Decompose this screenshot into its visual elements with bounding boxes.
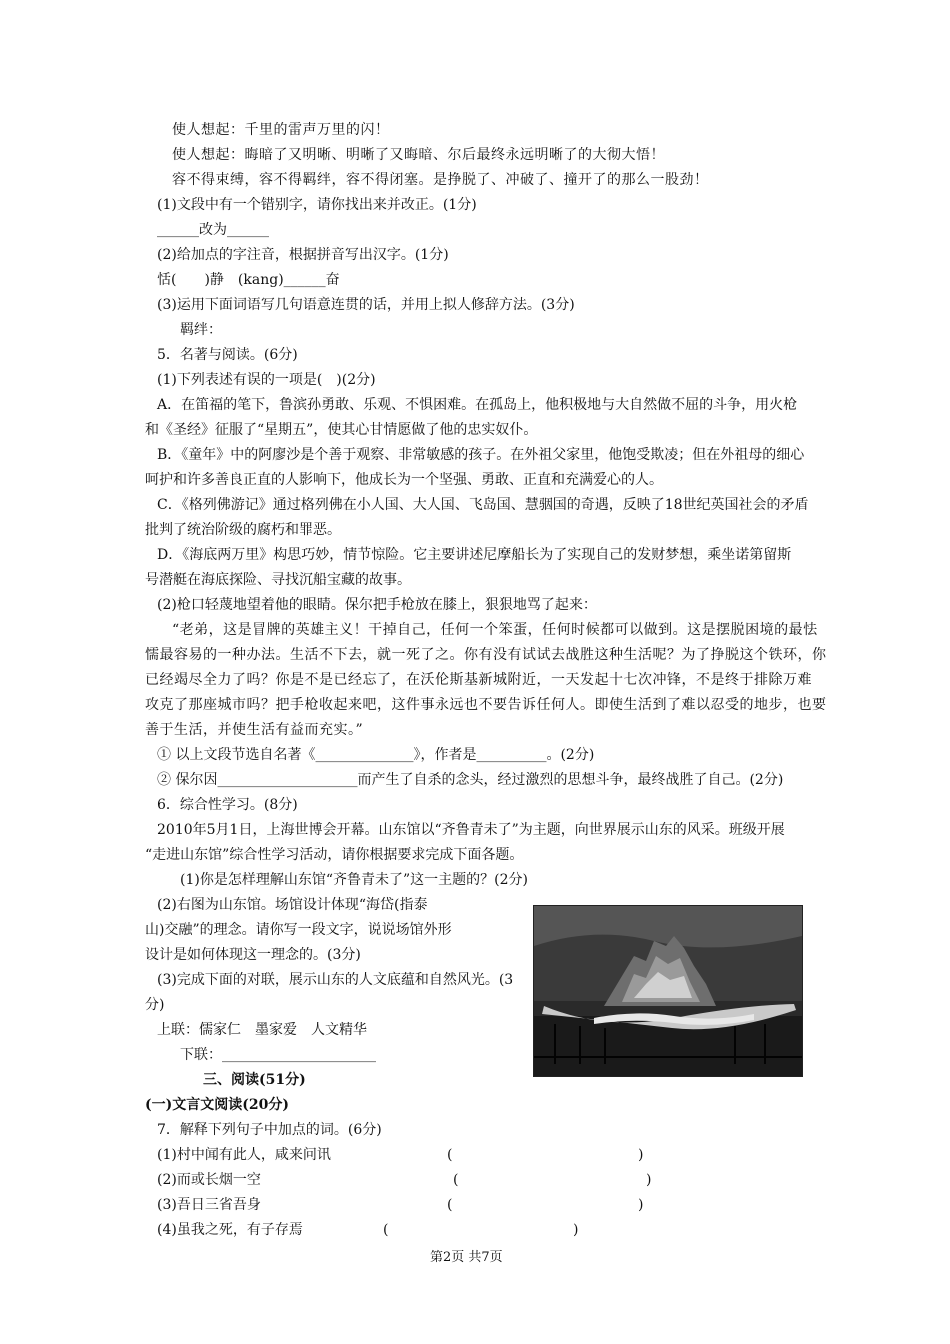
- paren-close: ): [573, 1222, 579, 1238]
- excerpt-line-5: 善于生活，并使生活有益而充实。”: [145, 722, 364, 738]
- page-footer: 第2页 共7页: [430, 1250, 503, 1265]
- poem-line-2: 使人想起：晦暗了又明晰、明晰了又晦暗、尔后最终永远明晰了的大彻大悟！: [172, 147, 665, 163]
- question-4-1: (1)文段中有一个错别字，请你找出来并改正。(1分): [157, 197, 477, 213]
- paren-close: ): [638, 1147, 644, 1163]
- question-6-1: (1)你是怎样理解山东馆“齐鲁青未了”这一主题的？(2分): [180, 872, 528, 888]
- question-5-2: (2)枪口轻蔑地望着他的眼睛。保尔把手枪放在膝上，狠狠地骂了起来：: [157, 597, 597, 613]
- couplet-upper: 上联：儒家仁 墨家爱 人文精华: [157, 1022, 367, 1038]
- option-b-line-2: 呵护和许多善良正直的人影响下，他成长为一个坚强、勇敢、正直和充满爱心的人。: [145, 472, 663, 488]
- option-c-line-1: C．《格列佛游记》通过格列佛在小人国、大人国、飞岛国、慧骃国的奇遇，反映了18世纪英国社会的矛盾: [157, 497, 809, 513]
- pinyin-blank: 恬( )静 (kang)______奋: [157, 272, 340, 288]
- question-5-1: (1)下列表述有误的一项是( )(2分): [157, 372, 376, 388]
- question-6-3-line-2: 分): [145, 997, 165, 1013]
- option-c-line-2: 批判了统治阶级的腐朽和罪恶。: [145, 522, 341, 538]
- paren-open: (: [447, 1147, 453, 1163]
- question-6-3-line-1: (3)完成下面的对联，展示山东的人文底蕴和自然风光。(3: [157, 972, 514, 988]
- section-3-heading: 三、阅读(51分): [203, 1072, 306, 1088]
- question-6-intro-2: “走进山东馆”综合性学习活动，请你根据要求完成下面各题。: [145, 847, 524, 863]
- option-a-line-2: 和《圣经》征服了“星期五”，使其心甘情愿做了他的忠实奴仆。: [145, 422, 538, 438]
- question-6-2-line-3: 设计是如何体现这一理念的。(3分): [145, 947, 361, 963]
- excerpt-line-1: “老弟，这是冒牌的英雄主义！干掉自己，任何一个笨蛋，任何时候都可以做到。这是摆脱困境的最怯: [172, 622, 818, 638]
- option-a-line-1: A．在笛福的笔下，鲁滨孙勇敢、乐观、不惧困难。在孤岛上，他积极地与大自然做不屈的斗争，用火枪: [157, 397, 798, 413]
- poem-line-3: 容不得束缚，容不得羁绊，容不得闭塞。是挣脱了、冲破了、撞开了的那么一股劲！: [172, 172, 709, 188]
- word-jiban: 羁绊：: [180, 322, 222, 338]
- excerpt-line-2: 懦最容易的一种办法。生活不下去，就一死了之。你有没有试试去战胜这种生活呢？为了挣脱这个铁环，你: [145, 647, 827, 663]
- question-7-3: (3)吾日三省吾身: [157, 1197, 261, 1213]
- question-6-2-line-1: (2)右图为山东馆。场馆设计体现“海岱(指泰: [157, 897, 428, 913]
- question-6-heading: 6．综合性学习。(8分): [157, 797, 298, 813]
- question-7-4: (4)虽我之死，有子存焉: [157, 1222, 303, 1238]
- option-d-line-1: D．《海底两万里》构思巧妙，情节惊险。它主要讲述尼摩船长为了实现自己的发财梦想，乘坐诺第留斯: [157, 547, 792, 563]
- excerpt-line-3: 已经竭尽全力了吗？你是不是已经忘了，在沃伦斯基新城附近，一天发起十七次冲锋，不是终于排除万难: [145, 672, 812, 688]
- question-7-heading: 7．解释下列句子中加点的词。(6分): [157, 1122, 382, 1138]
- question-6-2-line-2: 山)交融”的理念。请你写一段文字，说说场馆外形: [145, 922, 452, 938]
- paren-open: (: [383, 1222, 389, 1238]
- question-4-3: (3)运用下面词语写几句语意连贯的话，并用上拟人修辞方法。(3分): [157, 297, 575, 313]
- question-5-2-b: ② 保尔因____________________而产生了自杀的念头，经过激烈的思想斗争，最终战胜了自己。(2分): [157, 772, 784, 788]
- paren-open: (: [453, 1172, 459, 1188]
- question-7-1: (1)村中闻有此人，咸来问讯: [157, 1147, 331, 1163]
- question-6-intro-1: 2010年5月1日，上海世博会开幕。山东馆以“齐鲁青未了”为主题，向世界展示山东的风采。班级开展: [157, 822, 785, 838]
- paren-close: ): [638, 1197, 644, 1213]
- excerpt-line-4: 攻克了那座城市吗？把手枪收起来吧，这件事永远也不要告诉任何人。即使生活到了难以忍受的地步，也要: [145, 697, 827, 713]
- question-5-2-a: ① 以上文段节选自名著《______________》，作者是__________。(2分): [157, 747, 595, 763]
- question-4-2: (2)给加点的字注音，根据拼音写出汉字。(1分): [157, 247, 449, 263]
- question-7-2: (2)而或长烟一空: [157, 1172, 261, 1188]
- shandong-pavilion-photo: [533, 905, 803, 1077]
- paren-open: (: [447, 1197, 453, 1213]
- option-b-line-1: B．《童年》中的阿廖沙是个善于观察、非常敏感的孩子。在外祖父家里，他饱受欺凌；但在外祖母的细心: [157, 447, 805, 463]
- question-5-heading: 5．名著与阅读。(6分): [157, 347, 298, 363]
- paren-close: ): [646, 1172, 652, 1188]
- answer-blank-4-1: ______改为______: [157, 222, 269, 238]
- couplet-lower: 下联：______________________: [180, 1047, 376, 1063]
- subsection-classical-heading: (一)文言文阅读(20分): [145, 1097, 289, 1113]
- poem-line-1: 使人想起：千里的雷声万里的闪！: [172, 122, 390, 138]
- option-d-line-2: 号潜艇在海底探险、寻找沉船宝藏的故事。: [145, 572, 411, 588]
